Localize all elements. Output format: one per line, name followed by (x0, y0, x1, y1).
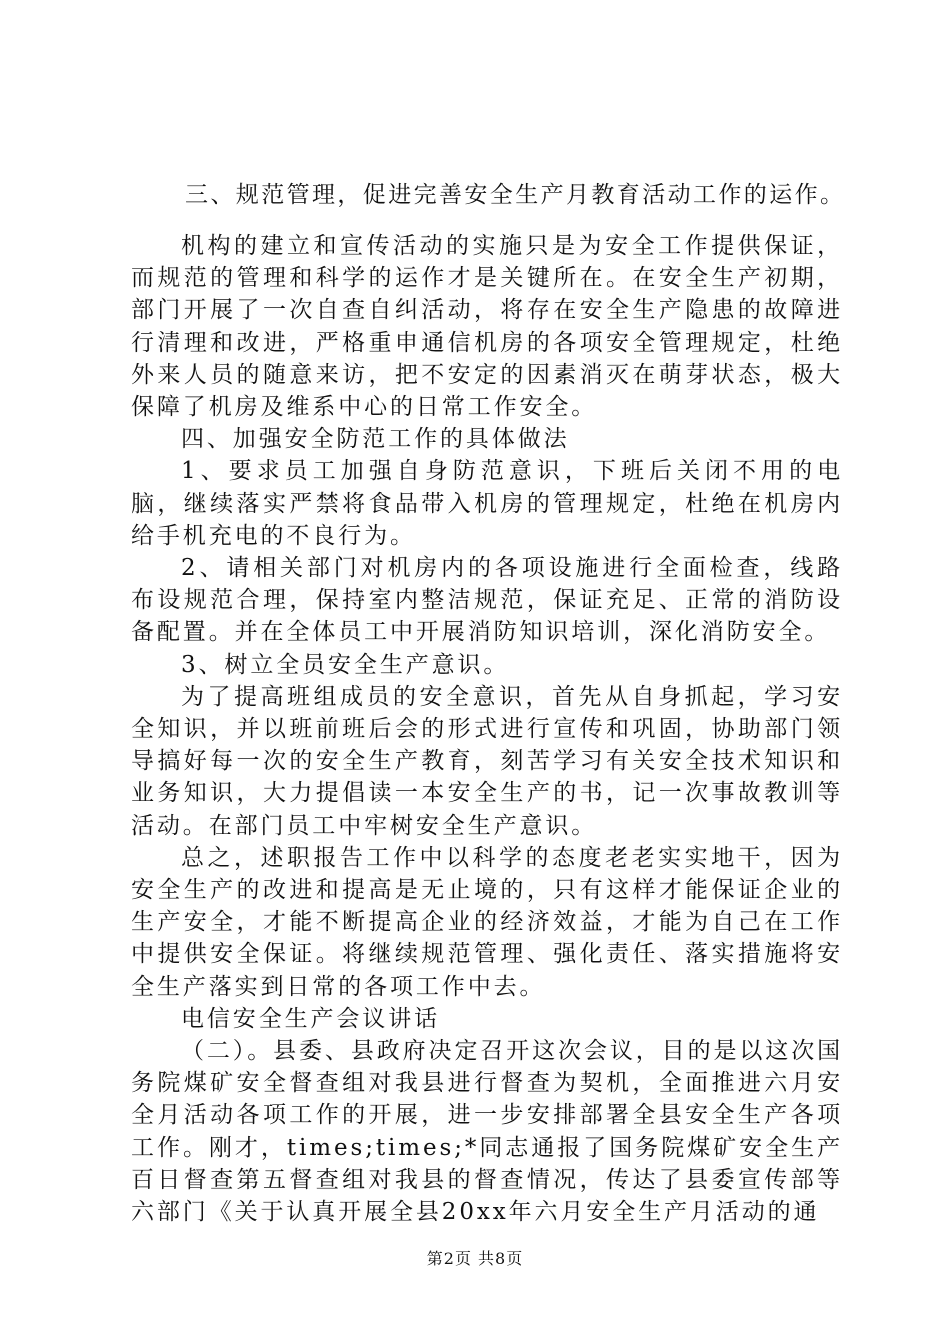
paragraph: 2、请相关部门对机房内的各项设施进行全面检查，线路布设规范合理，保持室内整洁规范，保证充足、正常的消防设备配置。并在全体员工中开展消防知识培训，深化消防安全。 (131, 555, 843, 646)
paragraph: （二）。县委、县政府决定召开这次会议，目的是以这次国务院煤矿安全督查组对我县进行督查为契机，全面推进六月安全月活动各项工作的开展，进一步安排部署全县安全生产各项工作。刚才，times;times;*同志通报了国务院煤矿安全生产百日督查第五督查组对我县的督查情况，传达了县委宣传部等六部门《关于认真开展全县20xx年六月安全生产月活动的通 (131, 1038, 843, 1226)
section-heading: 三、规范管理，促进完善安全生产月教育活动工作的运作。 (185, 182, 846, 208)
page-number-footer: 第2页 共8页 (426, 1249, 524, 1268)
paragraph: 3、树立全员安全生产意识。 (181, 651, 510, 678)
paragraph: 机构的建立和宣传活动的实施只是为安全工作提供保证，而规范的管理和科学的运作才是关键所在。在安全生产初期，部门开展了一次自查自纠活动，将存在安全生产隐患的故障进行清理和改进，严格重申通信机房的各项安全管理规定，杜绝外来人员的随意来访，把不安定的因素消灭在萌芽状态，极大保障了机房及维系中心的日常工作安全。 (131, 233, 843, 421)
paragraph: 1、要求员工加强自身防范意识，下班后关闭不用的电脑，继续落实严禁将食品带入机房的管理规定，杜绝在机房内给手机充电的不良行为。 (131, 458, 843, 549)
paragraph: 为了提高班组成员的安全意识，首先从自身抓起，学习安全知识，并以班前班后会的形式进行宣传和巩固，协助部门领导搞好每一次的安全生产教育，刻苦学习有关安全技术知识和业务知识，大力提倡读一本安全生产的书，记一次事故教训等活动。在部门员工中牢树安全生产意识。 (131, 683, 843, 839)
paragraph: 总之，述职报告工作中以科学的态度老老实实地干，因为安全生产的改进和提高是无止境的，只有这样才能保证企业的生产安全，才能不断提高企业的经济效益，才能为自己在工作中提供安全保证。将继续规范管理、强化责任、落实措施将安全生产落实到日常的各项工作中去。 (131, 844, 843, 1000)
section-subheading: 四、加强安全防范工作的具体做法 (181, 426, 570, 453)
section-title: 电信安全生产会议讲话 (181, 1005, 440, 1032)
document-body (131, 230, 843, 1228)
